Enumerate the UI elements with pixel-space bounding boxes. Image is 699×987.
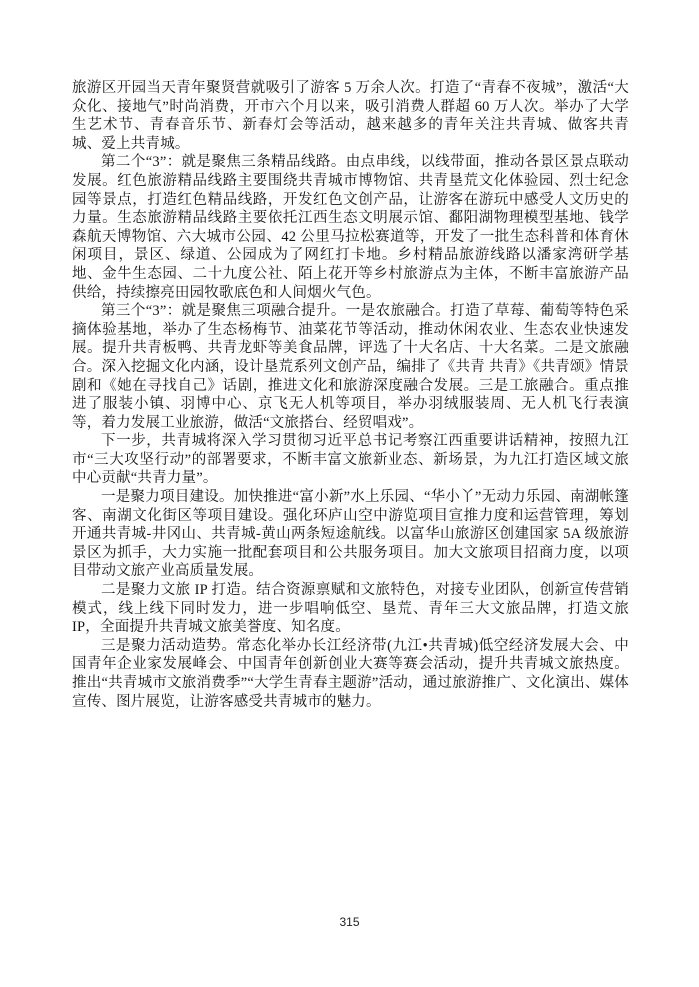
body-text [72,79,629,711]
paragraph-continuation: 旅游区开园当天青年聚贤营就吸引了游客 5 万余人次。打造了“青春不夜城”，激活“大众化、接地气”时尚消费，开市六个月以来，吸引消费人群超 60 万人次。举办了大学生艺术节、青春音乐节、新春灯会等活动，越来越多的青年关注共青城、做客共青城、爱上共青城。 [72,80,629,152]
paragraph-event-momentum: 三是聚力活动造势。常态化举办长江经济带(九江•共青城)低空经济发展大会、中国青年企业家发展峰会、中国青年创新创业大赛等赛会活动，提升共青城文旅热度。推出“共青城市文旅消费季”“大学生青春主题游”活动，通过旅游推广、文化演出、媒体宣传、图片展览，让游客感受共青城市的魅力。 [72,637,629,710]
paragraph-third-3: 第三个“3”：就是聚焦三项融合提升。一是农旅融合。打造了草莓、葡萄等特色采摘体验基地，举办了生态杨梅节、油菜花节等活动，推动休闲农业、生态农业快速发展。提升共青板鸭、共青龙虾等美食品牌，评选了十大名店、十大名菜。二是文旅融合。深入挖掘文化内涵，设计垦荒系列文创产品，编排了《共青 共青》《共青颂》情景剧和《她在寻找自己》话剧，推进文化和旅游深度融合发展。三是工旅融合。重点推进了服装小镇、羽博中心、京飞无人机等项目，举办羽绒服装周、无人机飞行表演等，着力发展工业旅游，做活“文旅搭台、经贸唱戏”。 [72,303,629,431]
page-number: 315 [339,915,360,929]
paragraph-project-construction: 一是聚力项目建设。加快推进“富小新”水上乐园、“华小丫”无动力乐园、南湖帐篷客、南湖文化街区等项目建设。强化环庐山空中游览项目宣推力度和运营管理，筹划开通共青城-井冈山、共青城-黄山两条短途航线。以富华山旅游区创建国家 5A 级旅游景区为抓手，大力实施一批配套项目和公共服务项目。加大文旅项目招商力度，以项目带动文旅产业高质量发展。 [72,489,629,580]
paragraph-next-steps: 下一步，共青城将深入学习贯彻习近平总书记考察江西重要讲话精神，按照九江市“三大攻坚行动”的部署要求，不断丰富文旅新业态、新场景，为九江打造区域文旅中心贡献“共青力量”。 [72,433,629,487]
paragraph-second-3: 第二个“3”：就是聚焦三条精品线路。由点串线，以线带面，推动各景区景点联动发展。红色旅游精品线路主要围绕共青城市博物馆、共青垦荒文化体验园、烈士纪念园等景点，打造红色精品线路，开发红色文创产品，让游客在游玩中感受人文历史的力量。生态旅游精品线路主要依托江西生态文明展示馆、鄱阳湖物理模型基地、钱学森航天博物馆、六大城市公园、42 公里马拉松赛道等，开发了一批生态科普和体育休闲项目，景区、绿道、公园成为了网红打卡地。乡村精品旅游线路以潘家湾研学基地、金牛生态园、二十九度公社、陌上花开等乡村旅游点为主体，不断丰富旅游产品供给，持续擦亮田园牧歌底色和人间烟火气色。 [72,154,629,301]
paragraph-culture-tourism-ip: 二是聚力文旅 IP 打造。结合资源禀赋和文旅特色，对接专业团队，创新宣传营销模式，线上线下同时发力，进一步唱响低空、垦荒、青年三大文旅品牌，打造文旅 IP，全面提升共青城文旅美誉度、知名度。 [72,582,629,636]
